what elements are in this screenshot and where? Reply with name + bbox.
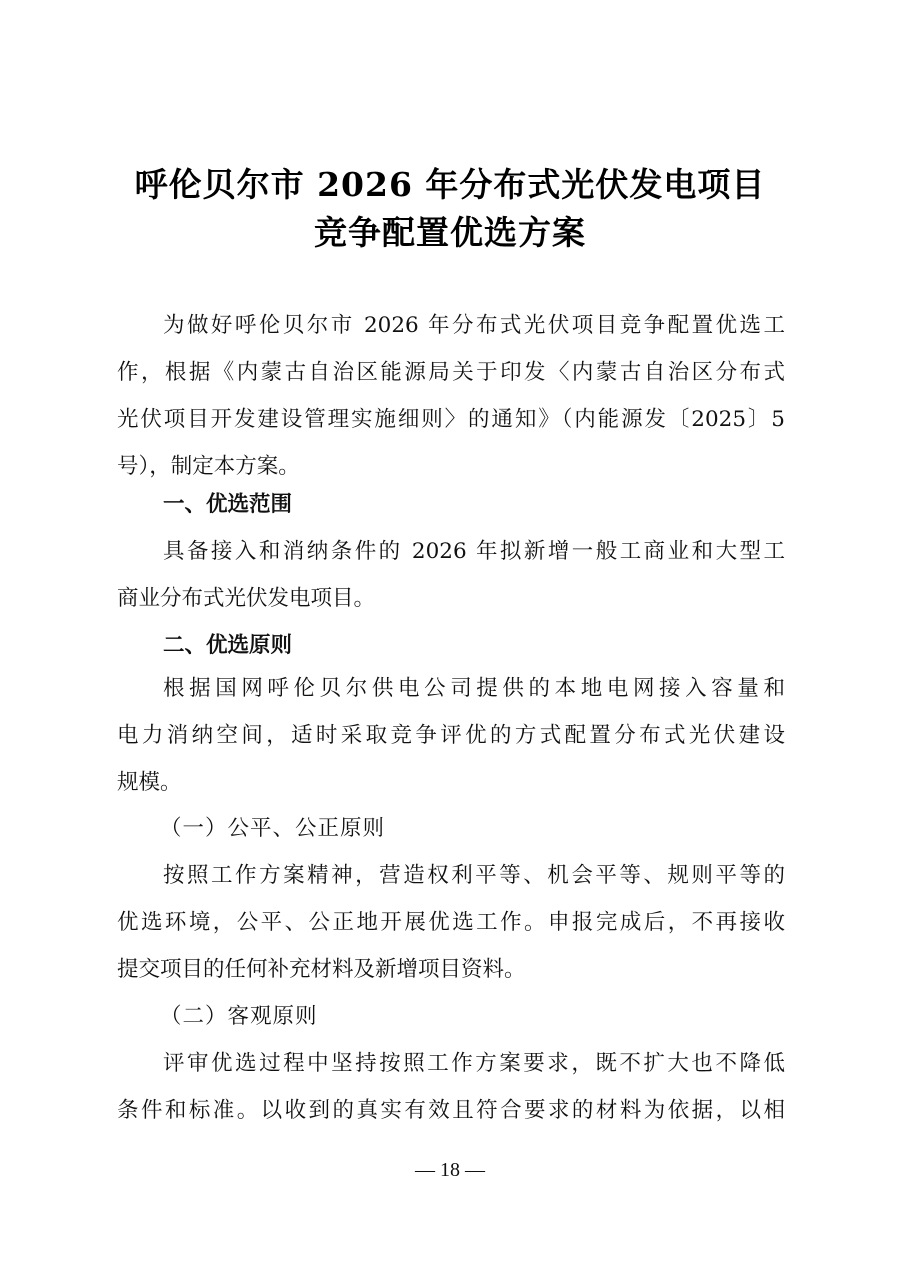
scope-line-2: 商业分布式光伏发电项目。 [117,586,376,611]
fairness-line-2: 优选环境，公平、公正地开展优选工作。申报完成后，不再接收 [117,910,785,935]
objectivity-line-1: 评审优选过程中坚持按照工作方案要求，既不扩大也不降低 [163,1051,785,1076]
objectivity-line-2: 条件和标准。以收到的真实有效且符合要求的材料为依据，以相 [117,1098,785,1123]
intro-line-3: 光伏项目开发建设管理实施细则〉的通知》（内能源发〔2025〕5 [117,407,785,432]
principles-line-1: 根据国网呼伦贝尔供电公司提供的本地电网接入容量和 [163,676,785,701]
intro-line-2: 作，根据《内蒙古自治区能源局关于印发〈内蒙古自治区分布式 [117,360,785,385]
page-number: — 18 — [415,1159,485,1181]
principles-line-3: 规模。 [117,770,182,795]
section-heading-scope: 一、优选范围 [163,492,293,517]
scope-line-1: 具备接入和消纳条件的 2026 年拟新增一般工商业和大型工 [163,539,785,564]
fairness-line-1: 按照工作方案精神，营造权利平等、机会平等、规则平等的 [163,863,785,888]
subsection-heading-objectivity: （二）客观原则 [160,1004,318,1029]
section-heading-principles: 二、优选原则 [163,633,293,658]
document-title-line-1: 呼伦贝尔市 2026 年分布式光伏发电项目 [134,165,766,204]
intro-line-1: 为做好呼伦贝尔市 2026 年分布式光伏项目竞争配置优选工 [163,313,785,338]
document-title-line-2: 竞争配置优选方案 [314,213,586,252]
principles-line-2: 电力消纳空间，适时采取竞争评优的方式配置分布式光伏建设 [117,723,785,748]
subsection-heading-fairness: （一）公平、公正原则 [160,816,386,841]
fairness-line-3: 提交项目的任何补充材料及新增项目资料。 [117,957,526,982]
intro-line-4: 号），制定本方案。 [117,454,300,479]
